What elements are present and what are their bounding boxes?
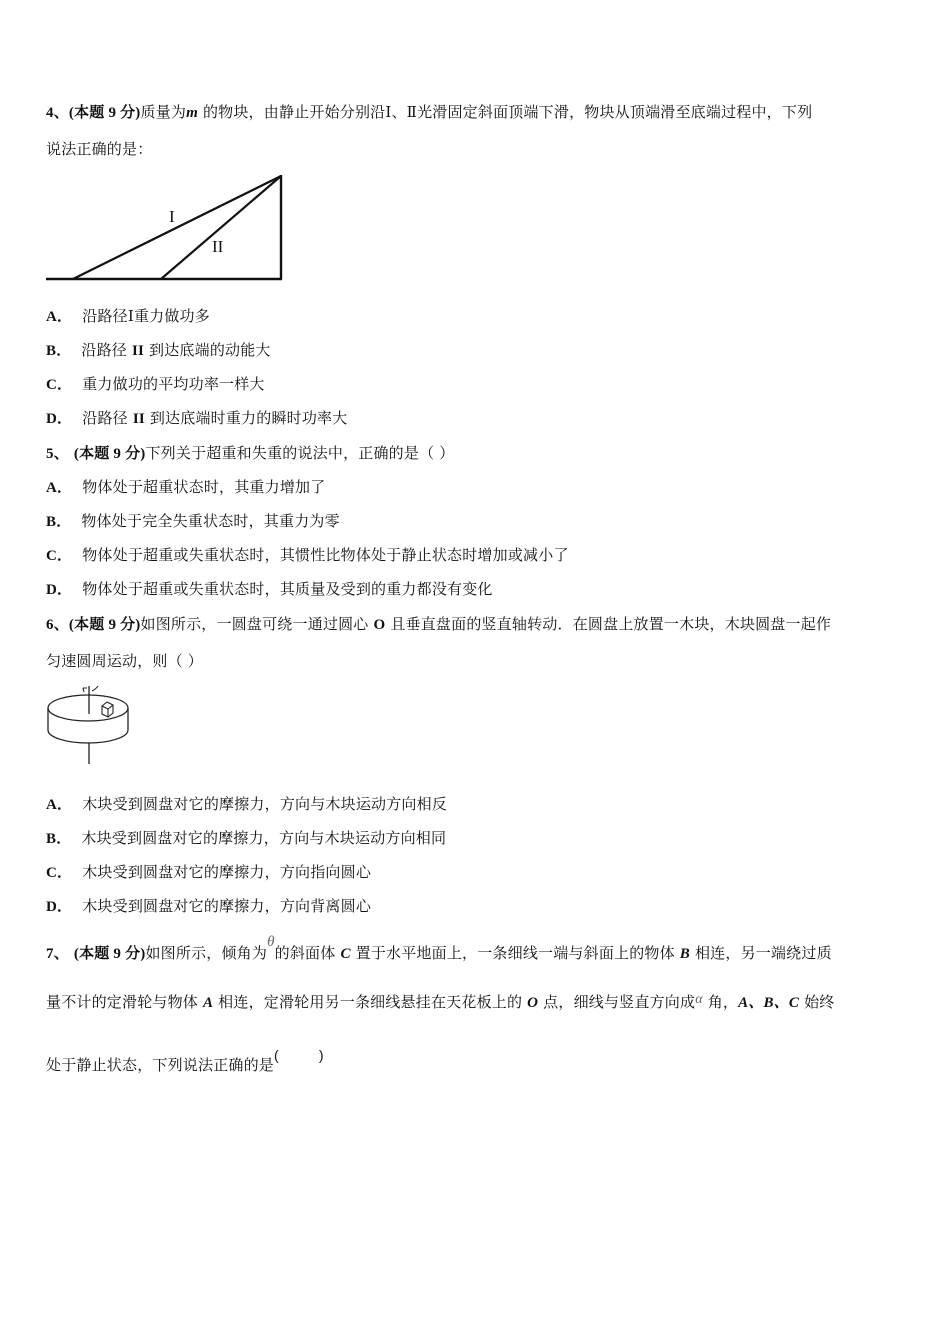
q7-text: 如图所示，倾角为 [145, 944, 268, 962]
q6-number: 6、 [46, 617, 69, 633]
q7-number: 7、 [46, 946, 69, 962]
q5-number: 5、 [46, 446, 69, 462]
vars-abc: A、B、C [738, 995, 800, 1011]
q6-stem-text-b: 且垂直盘面的竖直轴转动．在圆盘上放置一木块，木块圆盘一起作 [385, 615, 832, 633]
q7-text: 点，细线与竖直方向成 [538, 993, 696, 1011]
option-text: 沿路径Ⅰ重力做功多 [82, 307, 210, 325]
q5-option-a[interactable] [46, 477, 325, 498]
q5-score: (本题 9 分) [73, 446, 146, 462]
q4-stem-text-a: 质量为 [140, 103, 187, 121]
q4-var-m: m [186, 105, 198, 121]
q4-option-a[interactable] [46, 306, 210, 327]
q5-option-b[interactable] [46, 511, 340, 532]
option-letter: A． [46, 480, 73, 496]
option-letter: C． [46, 548, 73, 564]
option-text: 物体处于完全失重状态时，其重力为零 [81, 512, 340, 530]
q5-option-c[interactable] [46, 545, 569, 566]
q7-text: 量不计的定滑轮与物体 [46, 993, 203, 1011]
wood-block-icon [102, 702, 113, 717]
option-letter: B． [46, 514, 72, 530]
q6-option-c[interactable] [46, 862, 371, 883]
q6-score: (本题 9 分) [68, 617, 141, 633]
option-text: 物体处于超重或失重状态时，其质量及受到的重力都没有变化 [82, 580, 493, 598]
q4-stem-line2: 说法正确的是： [46, 140, 153, 158]
q6-option-d[interactable] [46, 896, 371, 917]
q4-option-d[interactable] [46, 408, 347, 429]
q4-stem-text-b: 的物块，由静止开始分别沿Ⅰ、Ⅱ光滑固定斜面顶端下滑，物块从顶端滑至底端过程中，下列 [197, 103, 813, 121]
q6-var-o: O [373, 617, 386, 633]
q7-text: 角， [702, 993, 739, 1011]
q7-text: 处于静止状态，下列说法正确的是 [46, 1056, 275, 1074]
q4-stem-line1 [46, 102, 812, 123]
q4-option-c[interactable] [46, 374, 265, 395]
q7-text: 置于水平地面上，一条细线一端与斜面上的物体 [350, 944, 680, 962]
option-letter: A． [46, 797, 73, 813]
q4-option-b[interactable] [46, 340, 271, 361]
option-text: 木块受到圆盘对它的摩擦力，方向与木块运动方向相反 [82, 795, 448, 813]
q5-stem-text: 下列关于超重和失重的说法中，正确的是（ ） [145, 444, 455, 462]
roman-numeral: II [132, 411, 145, 427]
q7-text: 始终 [799, 993, 835, 1011]
alpha-symbol: α [695, 992, 703, 1007]
q7-stem-line3 [46, 1047, 324, 1075]
var-a: A [202, 995, 214, 1011]
option-text: 到达底端时重力的瞬时功率大 [144, 409, 348, 427]
q6-option-a[interactable] [46, 794, 447, 815]
option-letter: B． [46, 831, 72, 847]
theta-symbol: θ [267, 934, 275, 950]
option-letter: D． [46, 411, 73, 427]
option-letter: C． [46, 377, 73, 393]
q6-stem-line1 [46, 614, 831, 635]
var-o: O [527, 995, 539, 1011]
q7-text: 相连，定滑轮用另一条细线悬挂在天花板上的 [213, 993, 528, 1011]
option-text: 木块受到圆盘对它的摩擦力，方向指向圆心 [82, 863, 372, 881]
option-letter: C． [46, 865, 73, 881]
option-text: 物体处于超重状态时，其重力增加了 [82, 478, 326, 496]
q4-number: 4、 [46, 105, 69, 121]
q7-stem-line2 [46, 992, 835, 1014]
option-text: 到达底端的动能大 [144, 341, 271, 359]
path-label-1: I [169, 207, 175, 226]
q7-text: 相连，另一端绕过质 [690, 944, 832, 962]
q6-stem-text-a: 如图所示，一圆盘可绕一通过圆心 [140, 615, 374, 633]
roman-numeral: II [131, 343, 145, 359]
answer-paren-close: ) [318, 1047, 324, 1063]
q6-option-b[interactable] [46, 828, 446, 849]
q7-text: 的斜面体 [274, 944, 341, 962]
option-letter: D． [46, 899, 73, 915]
option-text: 木块受到圆盘对它的摩擦力，方向与木块运动方向相同 [81, 829, 447, 847]
q6-stem-line2: 匀速圆周运动，则（ ） [46, 652, 203, 670]
q5-stem [46, 443, 454, 464]
q7-score: (本题 9 分) [73, 946, 146, 962]
path-label-2: II [212, 237, 224, 256]
option-text: 沿路径 [82, 409, 133, 427]
option-letter: D． [46, 582, 73, 598]
option-letter: B． [46, 343, 72, 359]
option-text: 重力做功的平均功率一样大 [82, 375, 265, 393]
q4-incline-figure [44, 172, 289, 284]
q7-stem-line1 [46, 934, 832, 964]
q6-rotating-disk-figure [44, 684, 134, 766]
var-b: B [679, 946, 691, 962]
q5-option-d[interactable] [46, 579, 493, 600]
option-text: 沿路径 [81, 341, 132, 359]
option-text: 物体处于超重或失重状态时，其惯性比物体处于静止状态时增加或减小了 [82, 546, 569, 564]
option-letter: A． [46, 309, 73, 325]
q4-score: (本题 9 分) [68, 105, 141, 121]
option-text: 木块受到圆盘对它的摩擦力，方向背离圆心 [82, 897, 372, 915]
var-c: C [340, 946, 351, 962]
answer-paren-open: ( [274, 1047, 279, 1063]
